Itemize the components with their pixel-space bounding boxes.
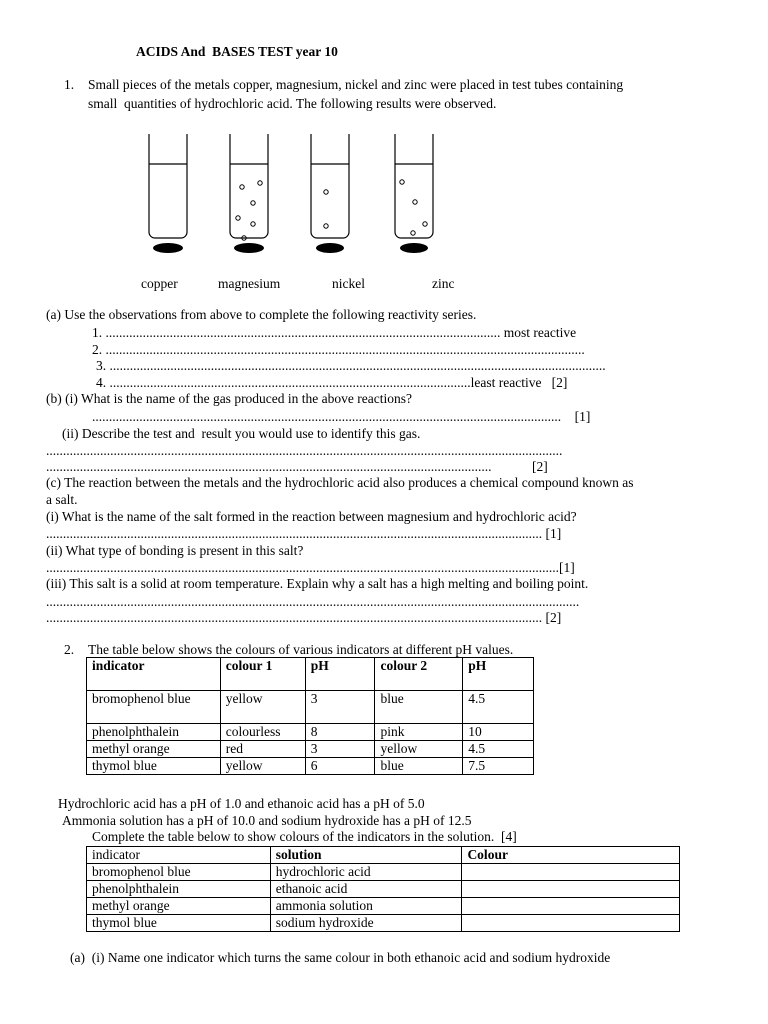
- header-ph-1: pH: [305, 658, 375, 691]
- cell: red: [220, 741, 305, 758]
- indicator-table: [86, 657, 534, 775]
- cell: bromophenol blue: [87, 864, 271, 881]
- tube-magnesium: [230, 134, 268, 238]
- colour-answer-cell[interactable]: [462, 881, 680, 898]
- q1-number: 1.: [64, 77, 75, 92]
- colour-answer-cell[interactable]: [462, 915, 680, 932]
- q1b-ii-question: (ii) Describe the test and result you would use to identify this gas.: [62, 426, 421, 441]
- table-row: [87, 691, 534, 724]
- cell: phenolphthalein: [87, 881, 271, 898]
- cell: methyl orange: [87, 741, 221, 758]
- q1-intro-line2: small quantities of hydrochloric acid. The following results were observed.: [88, 96, 497, 111]
- header-colour: Colour: [462, 847, 680, 864]
- q2-number: 2.: [64, 642, 75, 657]
- q1c-ii-answer-line: ........................................................................................................................................................[1]: [46, 560, 575, 575]
- table-header-row: [87, 847, 680, 864]
- tube-copper: [149, 134, 187, 238]
- header-solution: solution: [270, 847, 462, 864]
- cell: 3: [305, 691, 375, 724]
- cell: thymol blue: [87, 758, 221, 775]
- table-row: [87, 758, 534, 775]
- cell: yellow: [375, 741, 463, 758]
- table-row: [87, 864, 680, 881]
- cell: thymol blue: [87, 915, 271, 932]
- q1-intro-line1: Small pieces of the metals copper, magnesium, nickel and zinc were placed in test tubes containing: [88, 77, 624, 92]
- table-row: [87, 898, 680, 915]
- table-row: [87, 741, 534, 758]
- cell: blue: [375, 691, 463, 724]
- cell: blue: [375, 758, 463, 775]
- q2-intro: The table below shows the colours of various indicators at different pH values.: [88, 642, 514, 657]
- tube-zinc: [395, 134, 433, 238]
- q1c-iii-question: (iii) This salt is a solid at room temperature. Explain why a salt has a high melting and boiling point.: [46, 576, 589, 591]
- cell: pink: [375, 724, 463, 741]
- cell: 6: [305, 758, 375, 775]
- q1a-answer-line-3: 3. ...................................................................................................................................................: [96, 358, 606, 373]
- table-row: [87, 881, 680, 898]
- q2a-i-question: (a) (i) Name one indicator which turns the same colour in both ethanoic acid and sodium hydroxide: [70, 950, 611, 965]
- q1c-intro-line1: (c) The reaction between the metals and the hydrochloric acid also produces a chemical compound known as: [46, 475, 634, 490]
- header-colour-2: colour 2: [375, 658, 463, 691]
- tube-label-nickel: nickel: [332, 276, 365, 291]
- cell: sodium hydroxide: [270, 915, 462, 932]
- cell: 4.5: [463, 741, 534, 758]
- q1b-ii-answer-line-1: .........................................................................................................................................................: [46, 443, 563, 458]
- info-line-1: Hydrochloric acid has a pH of 1.0 and ethanoic acid has a pH of 5.0: [58, 796, 425, 811]
- page-title: ACIDS And BASES TEST year 10: [136, 44, 338, 59]
- q1c-ii-question: (ii) What type of bonding is present in this salt?: [46, 543, 304, 558]
- header-indicator: indicator: [87, 847, 271, 864]
- gas-bubbles: [236, 180, 427, 240]
- q1c-intro-line2: a salt.: [46, 492, 78, 507]
- cell: methyl orange: [87, 898, 271, 915]
- header-colour-1: colour 1: [220, 658, 305, 691]
- q1a-answer-line-2: 2. ..............................................................................................................................................: [92, 342, 585, 357]
- cell: 8: [305, 724, 375, 741]
- q1c-i-answer-line: ................................................................................................................................................... [1]: [46, 526, 562, 541]
- q1a-answer-line-4: 4. ...........................................................................................................least reactive [2]: [96, 375, 568, 390]
- q1b-i-answer-line: ........................................................................................................................................... [1]: [92, 409, 591, 424]
- cell: phenolphthalein: [87, 724, 221, 741]
- table2-instruction: Complete the table below to show colours of the indicators in the solution. [4]: [92, 829, 517, 844]
- header-ph-2: pH: [463, 658, 534, 691]
- colour-answer-cell[interactable]: [462, 864, 680, 881]
- cell: bromophenol blue: [87, 691, 221, 724]
- q1c-iii-answer-line-2: ................................................................................................................................................... [2]: [46, 610, 562, 625]
- tube-nickel: [311, 134, 349, 238]
- metal-pieces: [153, 243, 428, 253]
- cell: yellow: [220, 691, 305, 724]
- q1b-i-question: (b) (i) What is the name of the gas produced in the above reactions?: [46, 391, 412, 406]
- cell: 3: [305, 741, 375, 758]
- solution-colour-table: [86, 846, 680, 932]
- table-row: [87, 915, 680, 932]
- q1a-answer-line-1: 1. ..................................................................................................................... most reactive: [92, 325, 577, 340]
- tube-label-zinc: zinc: [432, 276, 455, 291]
- table-header-row: [87, 658, 534, 691]
- cell: 4.5: [463, 691, 534, 724]
- q1b-ii-answer-line-2: .................................................................................................................................... [2]: [46, 459, 548, 474]
- table-row: [87, 724, 534, 741]
- test-tubes-figure: [0, 0, 768, 300]
- cell: ethanoic acid: [270, 881, 462, 898]
- colour-answer-cell[interactable]: [462, 898, 680, 915]
- header-indicator: indicator: [87, 658, 221, 691]
- cell: colourless: [220, 724, 305, 741]
- info-line-2: Ammonia solution has a pH of 10.0 and sodium hydroxide has a pH of 12.5: [62, 813, 472, 828]
- cell: 7.5: [463, 758, 534, 775]
- q1a-intro: (a) Use the observations from above to complete the following reactivity series.: [46, 307, 477, 322]
- cell: ammonia solution: [270, 898, 462, 915]
- cell: hydrochloric acid: [270, 864, 462, 881]
- q1c-i-question: (i) What is the name of the salt formed in the reaction between magnesium and hydrochloric acid?: [46, 509, 577, 524]
- tube-label-magnesium: magnesium: [218, 276, 281, 291]
- cell: yellow: [220, 758, 305, 775]
- tube-label-copper: copper: [141, 276, 178, 291]
- q1c-iii-answer-line-1: ..............................................................................................................................................................: [46, 594, 580, 609]
- cell: 10: [463, 724, 534, 741]
